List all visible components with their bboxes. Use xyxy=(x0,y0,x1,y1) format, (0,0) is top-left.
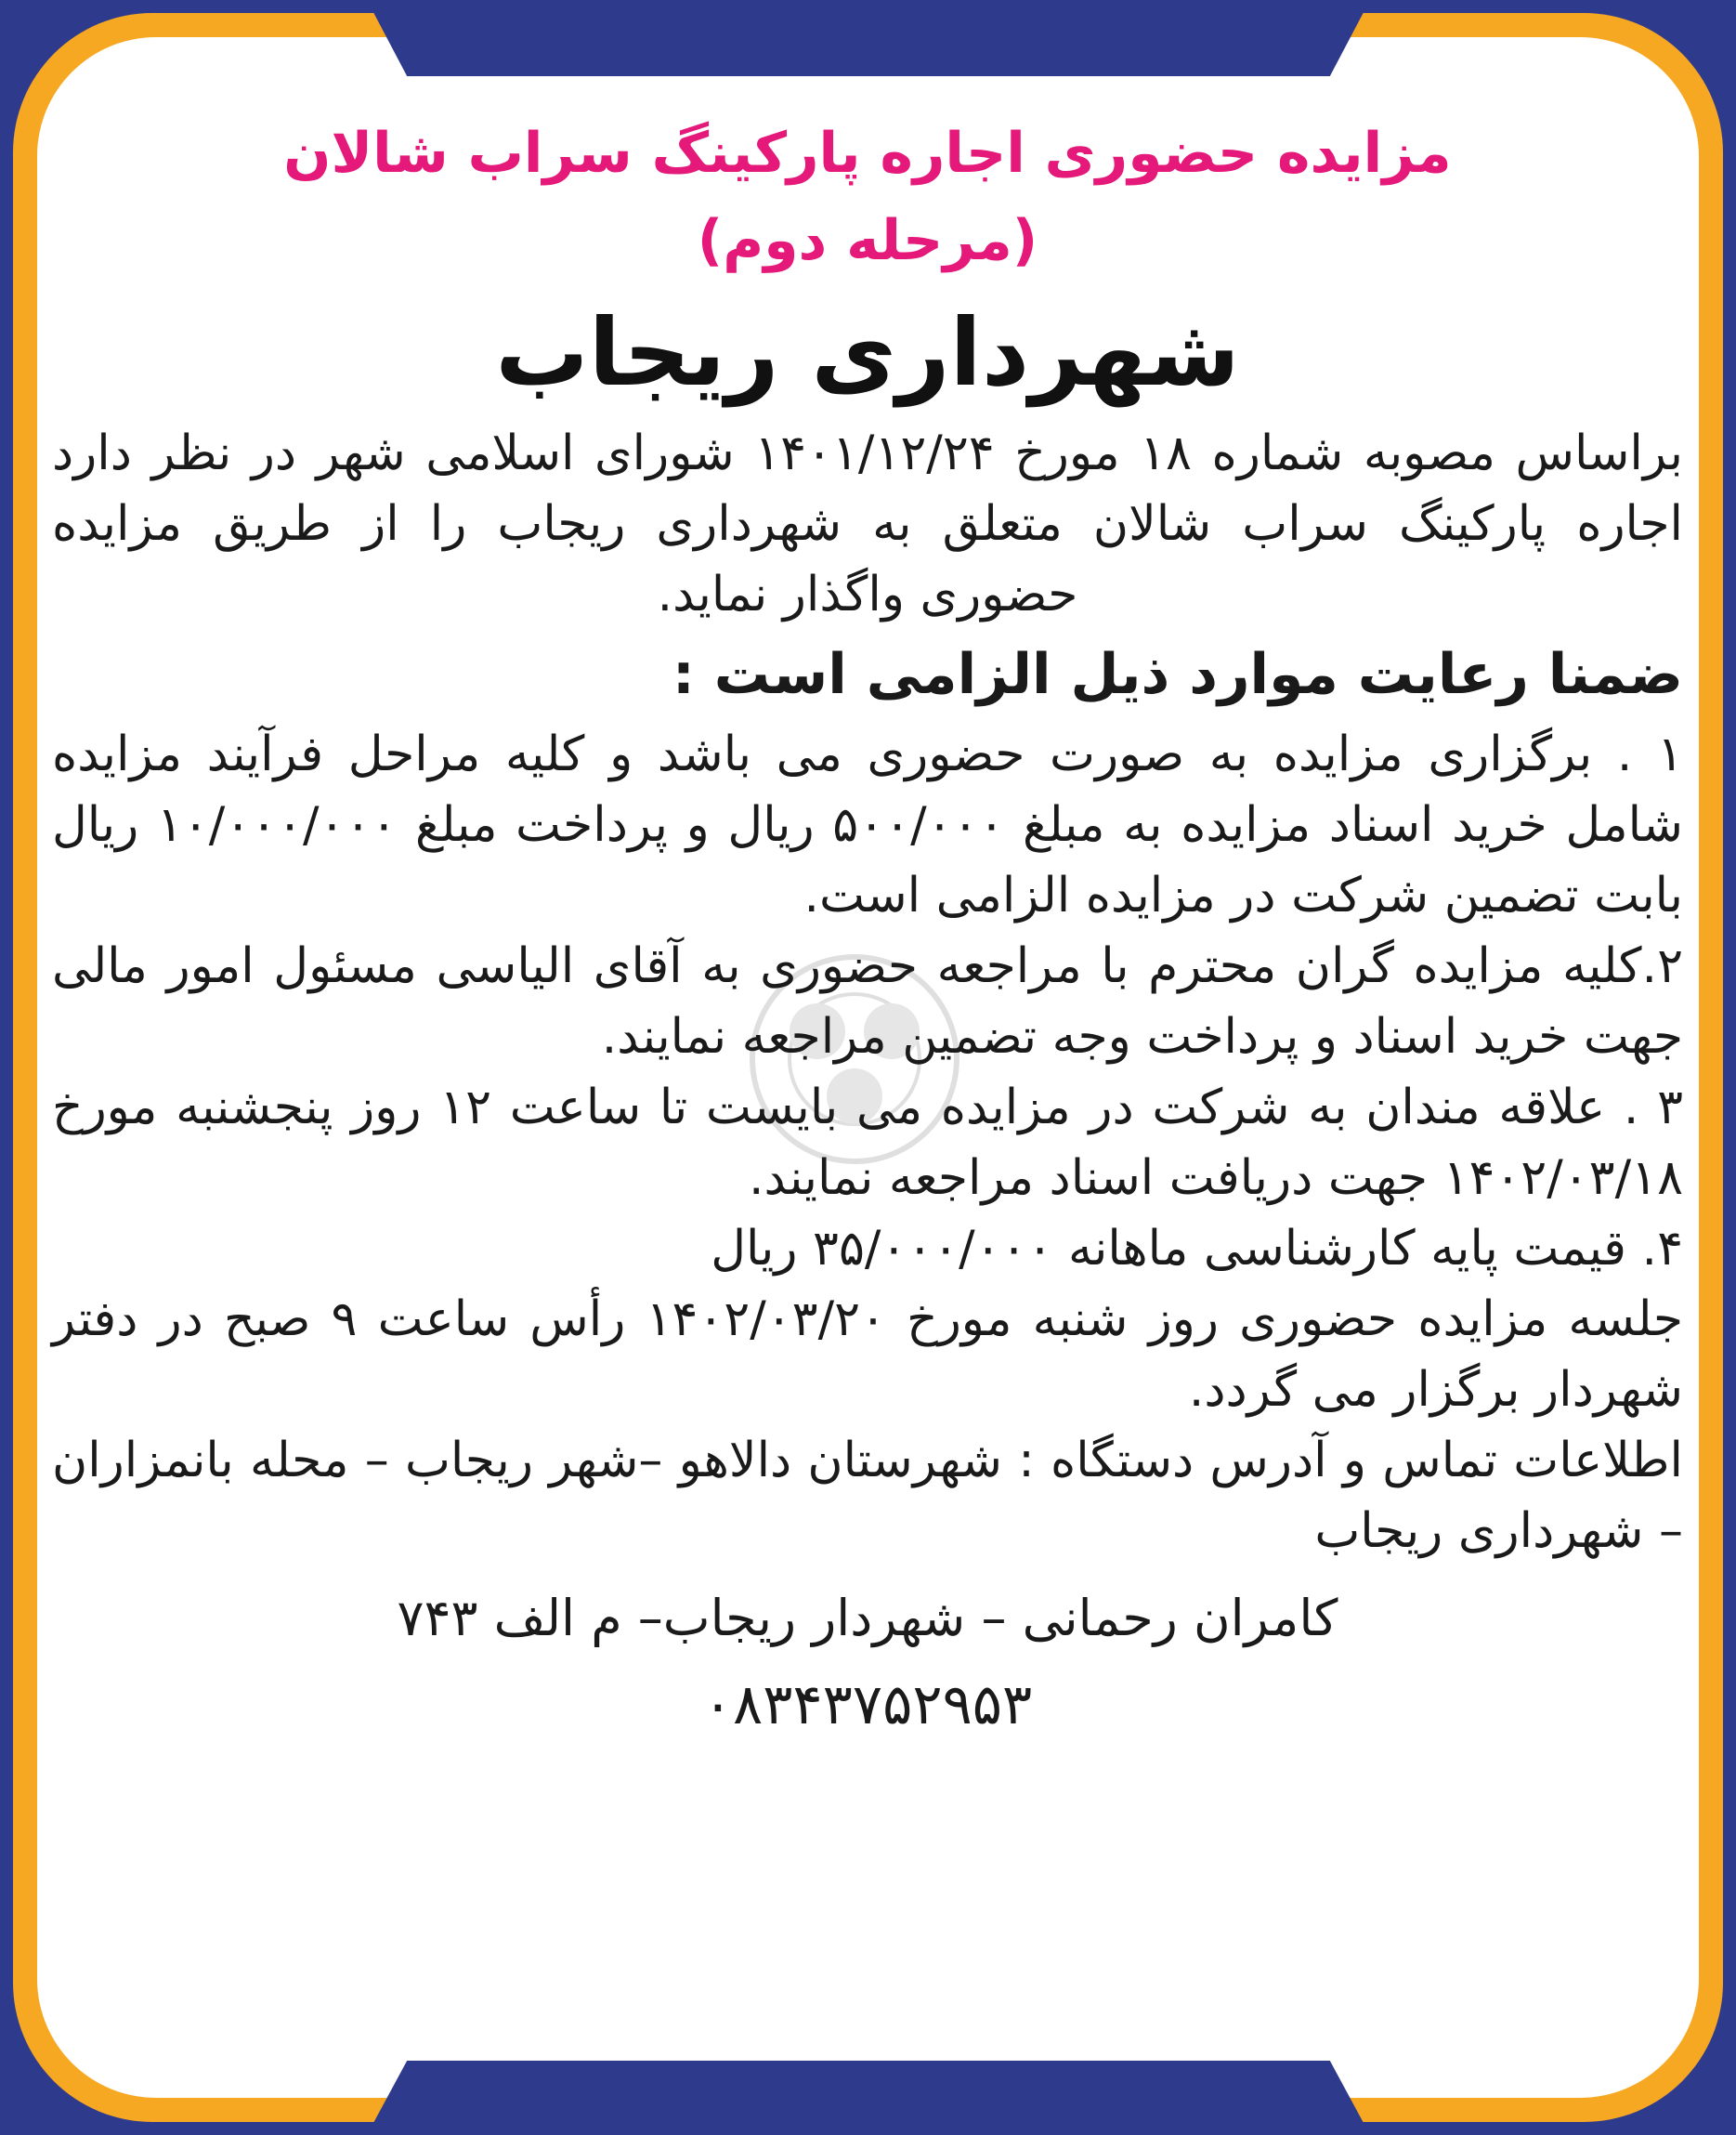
signature-line: کامران رحمانی – شهردار ریجاب– م الف ۷۴۳ xyxy=(397,1589,1338,1647)
requirement-item-3: ۳ . علاقه مندان به شرکت در مزایده می بایست تا ساعت ۱۲ روز پنجشنبه مورخ ۱۴۰۲/۰۳/۱۸ جهت دریافت اسناد مراجعه نمایند. xyxy=(52,1080,1683,1206)
notice-title: مزایده حضوری اجاره پارکینگ سراب شالان xyxy=(283,121,1452,186)
requirements-heading: ضمنا رعایت موارد ذیل الزامی است : xyxy=(672,642,1683,707)
top-tab-decoration xyxy=(367,0,1370,76)
session-paragraph: جلسه مزایده حضوری روز شنبه مورخ ۱۴۰۲/۰۳/۲۰ رأس ساعت ۹ صبح در دفتر شهردار برگزار می گردد. xyxy=(52,1291,1683,1418)
requirement-item-4: ۴. قیمت پایه کارشناسی ماهانه ۳۵/۰۰۰/۰۰۰ ریال xyxy=(711,1221,1683,1277)
intro-paragraph: براساس مصوبه شماره ۱۸ مورخ ۱۴۰۱/۱۲/۲۴ شورای اسلامی شهر در نظر دارد اجاره پارکینگ سراب شالان متعلق به شهرداری ریجاب را از طریق مزایده حضوری واگذار نماید. xyxy=(52,426,1683,622)
phone-number: ۰۸۳۴۳۷۵۲۹۵۳ xyxy=(702,1672,1033,1737)
organization-name: شهرداری ریجاب xyxy=(495,298,1240,407)
requirement-item-1: ۱ . برگزاری مزایده به صورت حضوری می باشد و کلیه مراحل فرآیند مزایده شامل خرید اسناد مزایده به مبلغ ۵۰۰/۰۰۰ ریال و پرداخت مبلغ ۱۰/۰۰۰/۰۰۰ ریال بابت تضمین شرکت در مزایده الزامی است. xyxy=(52,727,1683,923)
contact-paragraph: اطلاعات تماس و آدرس دستگاه : شهرستان دالاهو –شهر ریجاب – محله بانمزاران – شهرداری ریجاب xyxy=(52,1433,1683,1559)
notice-content xyxy=(52,110,1683,1747)
requirement-item-2: ۲.کلیه مزایده گران محترم با مراجعه حضوری به آقای الیاسی مسئول امور مالی جهت خرید اسناد و پرداخت وجه تضمین مراجعه نمایند. xyxy=(52,938,1683,1065)
bottom-tab-decoration xyxy=(367,2061,1370,2135)
notice-subtitle: (مرحله دوم) xyxy=(697,208,1038,273)
